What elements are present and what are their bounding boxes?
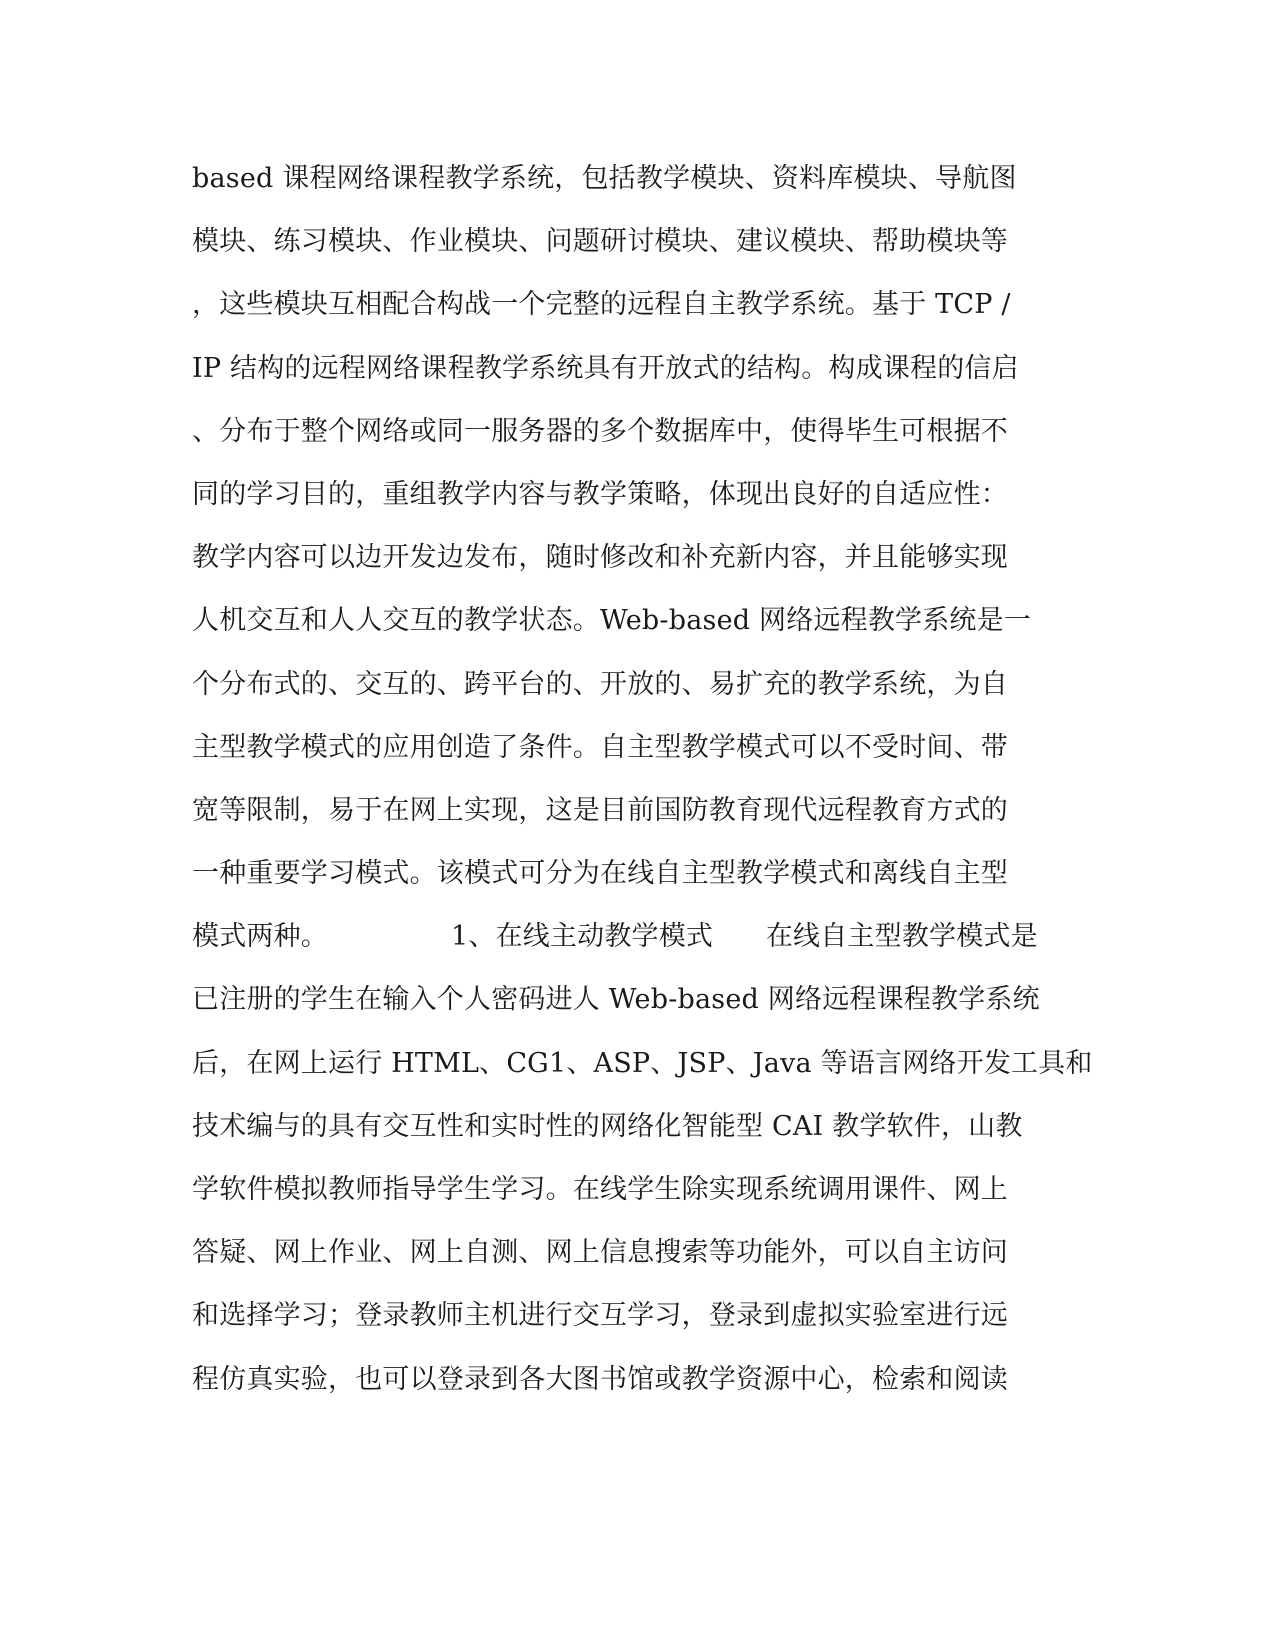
text-line: 程仿真实验，也可以登录到各大图书馆或教学资源中心，检索和阅读 — [192, 1363, 1008, 1395]
text-line: ，这些模块互相配合构战一个完整的远程自主教学系统。基于 TCP / — [192, 289, 1011, 321]
text-line: 一种重要学习模式。该模式可分为在线自主型教学模式和离线自主型 — [192, 858, 1008, 890]
text-line: 宽等限制，易于在网上实现，这是目前国防教育现代远程教育方式的 — [192, 794, 1008, 826]
text-line: 个分布式的、交互的、跨平台的、开放的、易扩充的教学系统，为自 — [192, 668, 1008, 700]
text-line: 主型教学模式的应用创造了条件。自主型教学模式可以不受时间、带 — [192, 731, 1008, 763]
text-line: 模式两种。 1、在线主动教学模式 在线自主型教学模式是 — [192, 921, 1038, 953]
text-line: 和选择学习；登录教师主机进行交互学习，登录到虚拟实验室进行远 — [192, 1300, 1008, 1332]
text-line: 人机交互和人人交互的教学状态。Web-based 网络远程教学系统是一 — [192, 605, 1032, 637]
text-line: 答疑、网上作业、网上自测、网上信息搜索等功能外，可以自主访问 — [192, 1237, 1008, 1269]
text-line: 、分布于整个网络或同一服务器的多个数据库中，使得毕生可根据不 — [192, 415, 1008, 447]
text-line: 已注册的学生在输入个人密码进人 Web-based 网络远程课程教学系统 — [192, 984, 1040, 1016]
text-line: IP 结构的远程网络课程教学系统具有开放式的结构。构成课程的信启 — [192, 352, 1019, 384]
text-line: 后，在网上运行 HTML、CG1、ASP、JSP、Java 等语言网络开发工具和 — [192, 1047, 1093, 1079]
text-line: based 课程网络课程教学系统，包括教学模块、资料库模块、导航图 — [192, 163, 1017, 194]
text-line: 技术编与的具有交互性和实时性的网络化智能型 CAI 教学软件，山教 — [192, 1110, 1023, 1142]
text-line: 教学内容可以边开发边发布，随时修改和补充新内容，并且能够实现 — [192, 542, 1008, 574]
body-text — [192, 158, 1092, 1422]
text-line: 模块、练习模块、作业模块、问题研讨模块、建议模块、帮助模块等 — [192, 226, 1008, 258]
text-line: 同的学习目的，重组教学内容与教学策略，体现出良好的自适应性： — [192, 478, 1008, 510]
text-line: 学软件模拟教师指导学生学习。在线学生除实现系统调用课件、网上 — [192, 1174, 1008, 1205]
